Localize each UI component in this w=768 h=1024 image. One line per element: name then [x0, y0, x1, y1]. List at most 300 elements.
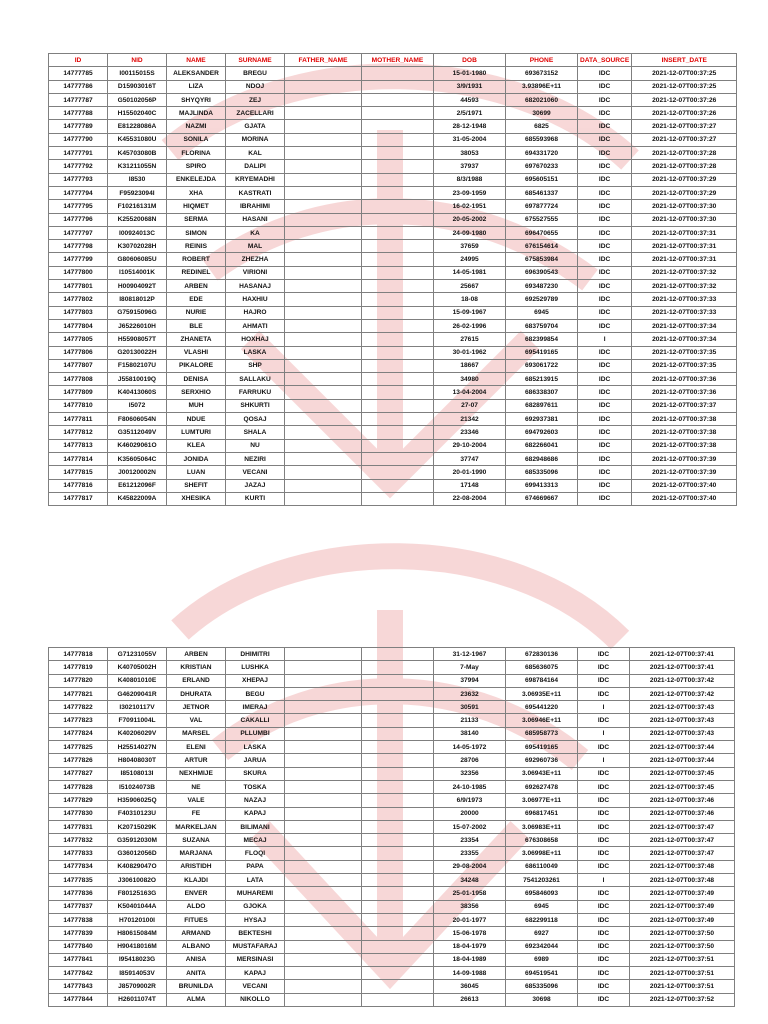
cell-surname: XHEPAJ [226, 674, 285, 687]
cell-mother-name [362, 674, 434, 687]
cell-surname: SKURA [226, 767, 285, 780]
cell-father-name [285, 253, 362, 266]
cell-father-name [285, 874, 362, 887]
cell-id: 14777829 [49, 794, 108, 807]
cell-id: 14777808 [49, 373, 108, 386]
cell-data-source: IDC [578, 648, 630, 661]
cell-data-source: IDC [578, 674, 630, 687]
cell-insert-date: 2021-12-07T00:37:33 [632, 293, 737, 306]
cell-nid: F80125163G [108, 887, 167, 900]
cell-data-source: IDC [578, 900, 630, 913]
cell-data-source: IDC [578, 186, 632, 199]
table-row [49, 386, 737, 399]
cell-id: 14777811 [49, 413, 108, 426]
cell-insert-date: 2021-12-07T00:37:41 [630, 648, 735, 661]
table-row [49, 280, 737, 293]
cell-insert-date: 2021-12-07T00:37:46 [630, 807, 735, 820]
cell-dob: 23355 [434, 847, 506, 860]
cell-name: MARSEL [167, 727, 226, 740]
cell-insert-date: 2021-12-07T00:37:33 [632, 306, 737, 319]
cell-phone: 675527555 [506, 213, 578, 226]
cell-father-name [285, 266, 362, 279]
cell-mother-name [362, 834, 434, 847]
cell-data-source: IDC [578, 860, 630, 873]
cell-id: 14777803 [49, 306, 108, 319]
cell-father-name [285, 213, 362, 226]
cell-nid: I00924013C [108, 226, 167, 239]
cell-name: BRUNILDA [167, 980, 226, 993]
cell-id: 14777843 [49, 980, 108, 993]
cell-mother-name [362, 173, 434, 186]
cell-name: REDINEL [167, 266, 226, 279]
cell-phone: 696817451 [506, 807, 578, 820]
cell-data-source: IDC [578, 213, 632, 226]
cell-father-name [285, 333, 362, 346]
table-row [49, 253, 737, 266]
cell-nid: E81228086A [108, 120, 167, 133]
cell-mother-name [362, 107, 434, 120]
cell-name: LUMTURI [167, 426, 226, 439]
table-row [49, 226, 737, 239]
cell-phone: 694792603 [506, 426, 578, 439]
table-body-bottom [49, 648, 735, 1007]
cell-father-name [285, 927, 362, 940]
cell-surname: IBRAHIMI [226, 200, 285, 213]
table-row [49, 200, 737, 213]
cell-insert-date: 2021-12-07T00:37:44 [630, 741, 735, 754]
cell-name: LIZA [167, 80, 226, 93]
col-header-phone: PHONE [506, 54, 578, 67]
cell-dob: 2/5/1971 [434, 107, 506, 120]
cell-name: KLEA [167, 439, 226, 452]
cell-dob: 23632 [434, 687, 506, 700]
table-row [49, 820, 735, 833]
cell-name: SUZANA [167, 834, 226, 847]
cell-dob: 37994 [434, 674, 506, 687]
table-row [49, 674, 735, 687]
cell-id: 14777841 [49, 953, 108, 966]
table-row [49, 900, 735, 913]
table-row [49, 373, 737, 386]
cell-name: FE [167, 807, 226, 820]
cell-nid: I95418023G [108, 953, 167, 966]
cell-phone: 697877724 [506, 200, 578, 213]
cell-father-name [285, 319, 362, 332]
table-row [49, 993, 735, 1006]
cell-nid: I51024073B [108, 780, 167, 793]
table-row [49, 160, 737, 173]
cell-name: MARJANA [167, 847, 226, 860]
cell-phone: 672830136 [506, 648, 578, 661]
table-row [49, 980, 735, 993]
cell-surname: JARUA [226, 754, 285, 767]
cell-nid: K50401044A [108, 900, 167, 913]
cell-nid: G36012056D [108, 847, 167, 860]
cell-id: 14777812 [49, 426, 108, 439]
cell-phone: 3.06946E+11 [506, 714, 578, 727]
cell-surname: BEKTESHI [226, 927, 285, 940]
cell-nid: K35605064C [108, 452, 167, 465]
cell-surname: IMERAJ [226, 701, 285, 714]
cell-insert-date: 2021-12-07T00:37:39 [632, 466, 737, 479]
cell-phone: 676154614 [506, 240, 578, 253]
table-row [49, 953, 735, 966]
cell-name: ALMA [167, 993, 226, 1006]
cell-insert-date: 2021-12-07T00:37:32 [632, 280, 737, 293]
cell-id: 14777807 [49, 359, 108, 372]
cell-surname: PLLUMBI [226, 727, 285, 740]
cell-dob: 29-10-2004 [434, 439, 506, 452]
cell-name: ARBEN [167, 648, 226, 661]
cell-insert-date: 2021-12-07T00:37:46 [630, 794, 735, 807]
cell-phone: 699413313 [506, 479, 578, 492]
cell-id: 14777825 [49, 741, 108, 754]
cell-mother-name [362, 226, 434, 239]
cell-mother-name [362, 120, 434, 133]
cell-surname: BEGU [226, 687, 285, 700]
cell-nid: I10514001K [108, 266, 167, 279]
cell-name: SPIRO [167, 160, 226, 173]
cell-name: MUH [167, 399, 226, 412]
cell-insert-date: 2021-12-07T00:37:48 [630, 874, 735, 887]
cell-insert-date: 2021-12-07T00:37:34 [632, 333, 737, 346]
cell-insert-date: 2021-12-07T00:37:41 [630, 661, 735, 674]
cell-name: ENKELEJDA [167, 173, 226, 186]
cell-phone: 686338307 [506, 386, 578, 399]
cell-data-source: IDC [578, 847, 630, 860]
cell-surname: NAZAJ [226, 794, 285, 807]
cell-mother-name [362, 373, 434, 386]
cell-mother-name [362, 479, 434, 492]
cell-insert-date: 2021-12-07T00:37:27 [632, 133, 737, 146]
cell-dob: 34248 [434, 874, 506, 887]
cell-nid: K45703080B [108, 147, 167, 160]
cell-father-name [285, 687, 362, 700]
cell-father-name [285, 200, 362, 213]
cell-nid: H00904092T [108, 280, 167, 293]
cell-phone: 685958773 [506, 727, 578, 740]
cell-insert-date: 2021-12-07T00:37:48 [630, 860, 735, 873]
cell-data-source: IDC [578, 741, 630, 754]
cell-mother-name [362, 319, 434, 332]
cell-surname: MORINA [226, 133, 285, 146]
cell-father-name [285, 413, 362, 426]
cell-name: SHEFIT [167, 479, 226, 492]
cell-mother-name [362, 648, 434, 661]
cell-surname: HAXHIU [226, 293, 285, 306]
cell-father-name [285, 701, 362, 714]
cell-name: ROBERT [167, 253, 226, 266]
cell-nid: K40801010E [108, 674, 167, 687]
cell-mother-name [362, 466, 434, 479]
cell-data-source: IDC [578, 834, 630, 847]
cell-mother-name [362, 280, 434, 293]
cell-name: ENVER [167, 887, 226, 900]
cell-father-name [285, 147, 362, 160]
cell-data-source: IDC [578, 807, 630, 820]
cell-data-source: IDC [578, 967, 630, 980]
table-row [49, 346, 737, 359]
cell-phone: 685461337 [506, 186, 578, 199]
cell-data-source: IDC [578, 240, 632, 253]
cell-dob: 13-04-2004 [434, 386, 506, 399]
cell-data-source: I [578, 754, 630, 767]
cell-id: 14777793 [49, 173, 108, 186]
cell-phone: 692960736 [506, 754, 578, 767]
cell-father-name [285, 226, 362, 239]
cell-phone: 6945 [506, 900, 578, 913]
cell-data-source: IDC [578, 426, 632, 439]
cell-father-name [285, 967, 362, 980]
cell-father-name [285, 661, 362, 674]
cell-insert-date: 2021-12-07T00:37:36 [632, 373, 737, 386]
cell-father-name [285, 133, 362, 146]
cell-insert-date: 2021-12-07T00:37:25 [632, 80, 737, 93]
table-row [49, 266, 737, 279]
cell-name: SERMA [167, 213, 226, 226]
cell-nid: H55908057T [108, 333, 167, 346]
cell-mother-name [362, 820, 434, 833]
cell-nid: K46029061O [108, 439, 167, 452]
cell-mother-name [362, 913, 434, 926]
cell-id: 14777798 [49, 240, 108, 253]
cell-name: ALDO [167, 900, 226, 913]
cell-nid: G80606085U [108, 253, 167, 266]
cell-insert-date: 2021-12-07T00:37:40 [632, 479, 737, 492]
cell-mother-name [362, 186, 434, 199]
cell-data-source: I [578, 874, 630, 887]
cell-id: 14777789 [49, 120, 108, 133]
cell-insert-date: 2021-12-07T00:37:31 [632, 253, 737, 266]
table-row [49, 940, 735, 953]
cell-name: ANITA [167, 967, 226, 980]
cell-father-name [285, 820, 362, 833]
cell-father-name [285, 173, 362, 186]
cell-mother-name [362, 333, 434, 346]
cell-id: 14777828 [49, 780, 108, 793]
table-row [49, 133, 737, 146]
cell-father-name [285, 107, 362, 120]
cell-id: 14777824 [49, 727, 108, 740]
cell-data-source: IDC [578, 661, 630, 674]
cell-mother-name [362, 93, 434, 106]
col-header-father-name: FATHER_NAME [285, 54, 362, 67]
table-row [49, 913, 735, 926]
cell-insert-date: 2021-12-07T00:37:40 [632, 492, 737, 505]
cell-data-source: IDC [578, 413, 632, 426]
cell-data-source: I [578, 333, 632, 346]
table-row [49, 860, 735, 873]
cell-dob: 18-04-1989 [434, 953, 506, 966]
cell-id: 14777814 [49, 452, 108, 465]
cell-dob: 37937 [434, 160, 506, 173]
cell-phone: 695419165 [506, 346, 578, 359]
cell-insert-date: 2021-12-07T00:37:39 [632, 452, 737, 465]
cell-insert-date: 2021-12-07T00:37:50 [630, 927, 735, 940]
cell-mother-name [362, 413, 434, 426]
cell-phone: 695605151 [506, 173, 578, 186]
cell-id: 14777832 [49, 834, 108, 847]
cell-id: 14777806 [49, 346, 108, 359]
table-row [49, 213, 737, 226]
cell-nid: G75915096G [108, 306, 167, 319]
cell-data-source: IDC [578, 927, 630, 940]
table-row [49, 107, 737, 120]
cell-mother-name [362, 439, 434, 452]
cell-id: 14777826 [49, 754, 108, 767]
cell-name: JONIDA [167, 452, 226, 465]
cell-mother-name [362, 492, 434, 505]
cell-name: ALBANO [167, 940, 226, 953]
cell-data-source: IDC [578, 913, 630, 926]
cell-phone: 6945 [506, 306, 578, 319]
cell-phone: 683759704 [506, 319, 578, 332]
cell-dob: 23346 [434, 426, 506, 439]
cell-nid: H80615084M [108, 927, 167, 940]
cell-father-name [285, 847, 362, 860]
cell-phone: 692627478 [506, 780, 578, 793]
cell-name: PIKALORE [167, 359, 226, 372]
table-row [49, 93, 737, 106]
cell-phone: 697670233 [506, 160, 578, 173]
cell-surname: TOSKA [226, 780, 285, 793]
cell-father-name [285, 280, 362, 293]
col-header-nid: NID [108, 54, 167, 67]
cell-name: HIQMET [167, 200, 226, 213]
cell-insert-date: 2021-12-07T00:37:51 [630, 967, 735, 980]
cell-id: 14777819 [49, 661, 108, 674]
cell-nid: H26011074T [108, 993, 167, 1006]
cell-name: ARBEN [167, 280, 226, 293]
cell-nid: K20715029K [108, 820, 167, 833]
cell-mother-name [362, 927, 434, 940]
cell-data-source: IDC [578, 953, 630, 966]
cell-father-name [285, 439, 362, 452]
cell-id: 14777802 [49, 293, 108, 306]
table-row [49, 439, 737, 452]
cell-data-source: IDC [578, 373, 632, 386]
cell-father-name [285, 727, 362, 740]
cell-phone: 682266041 [506, 439, 578, 452]
cell-name: XHA [167, 186, 226, 199]
cell-father-name [285, 860, 362, 873]
cell-father-name [285, 93, 362, 106]
cell-dob: 37747 [434, 452, 506, 465]
cell-surname: NIKOLLO [226, 993, 285, 1006]
cell-name: EDE [167, 293, 226, 306]
cell-name: KLAJDI [167, 874, 226, 887]
cell-name: FITUES [167, 913, 226, 926]
cell-phone: 696470655 [506, 226, 578, 239]
cell-id: 14777834 [49, 860, 108, 873]
cell-name: BLE [167, 319, 226, 332]
cell-phone: 682948686 [506, 452, 578, 465]
table-row [49, 807, 735, 820]
cell-father-name [285, 741, 362, 754]
cell-father-name [285, 887, 362, 900]
cell-data-source: IDC [578, 980, 630, 993]
cell-mother-name [362, 953, 434, 966]
cell-id: 14777844 [49, 993, 108, 1006]
cell-mother-name [362, 967, 434, 980]
cell-name: LUAN [167, 466, 226, 479]
cell-father-name [285, 913, 362, 926]
cell-father-name [285, 306, 362, 319]
cell-father-name [285, 993, 362, 1006]
cell-dob: 18-04-1979 [434, 940, 506, 953]
cell-insert-date: 2021-12-07T00:37:43 [630, 727, 735, 740]
cell-nid: F80606054N [108, 413, 167, 426]
cell-nid: K45531080U [108, 133, 167, 146]
cell-id: 14777842 [49, 967, 108, 980]
cell-insert-date: 2021-12-07T00:37:52 [630, 993, 735, 1006]
cell-nid: I30210117V [108, 701, 167, 714]
cell-name: VLASHI [167, 346, 226, 359]
cell-data-source: IDC [578, 820, 630, 833]
cell-id: 14777821 [49, 687, 108, 700]
cell-phone: 3.06998E+11 [506, 847, 578, 860]
cell-insert-date: 2021-12-07T00:37:47 [630, 834, 735, 847]
cell-data-source: IDC [578, 479, 632, 492]
cell-insert-date: 2021-12-07T00:37:29 [632, 173, 737, 186]
cell-surname: MAL [226, 240, 285, 253]
table-row [49, 492, 737, 505]
cell-surname: AHMATI [226, 319, 285, 332]
cell-father-name [285, 492, 362, 505]
cell-nid: I85914053V [108, 967, 167, 980]
cell-data-source: IDC [578, 280, 632, 293]
cell-data-source: IDC [578, 399, 632, 412]
table-row [49, 834, 735, 847]
cell-dob: 3/9/1931 [434, 80, 506, 93]
cell-id: 14777835 [49, 874, 108, 887]
cell-phone: 695846093 [506, 887, 578, 900]
cell-surname: HAJRO [226, 306, 285, 319]
cell-nid: G71231055V [108, 648, 167, 661]
cell-surname: DALIPI [226, 160, 285, 173]
cell-insert-date: 2021-12-07T00:37:30 [632, 213, 737, 226]
cell-father-name [285, 807, 362, 820]
cell-nid: G46209041R [108, 687, 167, 700]
cell-dob: 18-08 [434, 293, 506, 306]
cell-dob: 32356 [434, 767, 506, 780]
cell-nid: I80818012P [108, 293, 167, 306]
cell-dob: 8/3/1988 [434, 173, 506, 186]
cell-nid: H80408030T [108, 754, 167, 767]
cell-mother-name [362, 727, 434, 740]
cell-phone: 692529789 [506, 293, 578, 306]
cell-phone: 686110049 [506, 860, 578, 873]
cell-dob: 18667 [434, 359, 506, 372]
table-row [49, 927, 735, 940]
table-row [49, 426, 737, 439]
table-row [49, 767, 735, 780]
cell-name: NEXHMIJE [167, 767, 226, 780]
cell-id: 14777838 [49, 913, 108, 926]
cell-surname: VECANI [226, 466, 285, 479]
table-row [49, 648, 735, 661]
table-row [49, 80, 737, 93]
cell-nid: K40206029V [108, 727, 167, 740]
cell-dob: 7-May [434, 661, 506, 674]
cell-data-source: IDC [578, 173, 632, 186]
cell-father-name [285, 373, 362, 386]
cell-insert-date: 2021-12-07T00:37:47 [630, 820, 735, 833]
cell-id: 14777797 [49, 226, 108, 239]
cell-insert-date: 2021-12-07T00:37:43 [630, 701, 735, 714]
cell-id: 14777799 [49, 253, 108, 266]
cell-data-source: I [578, 701, 630, 714]
